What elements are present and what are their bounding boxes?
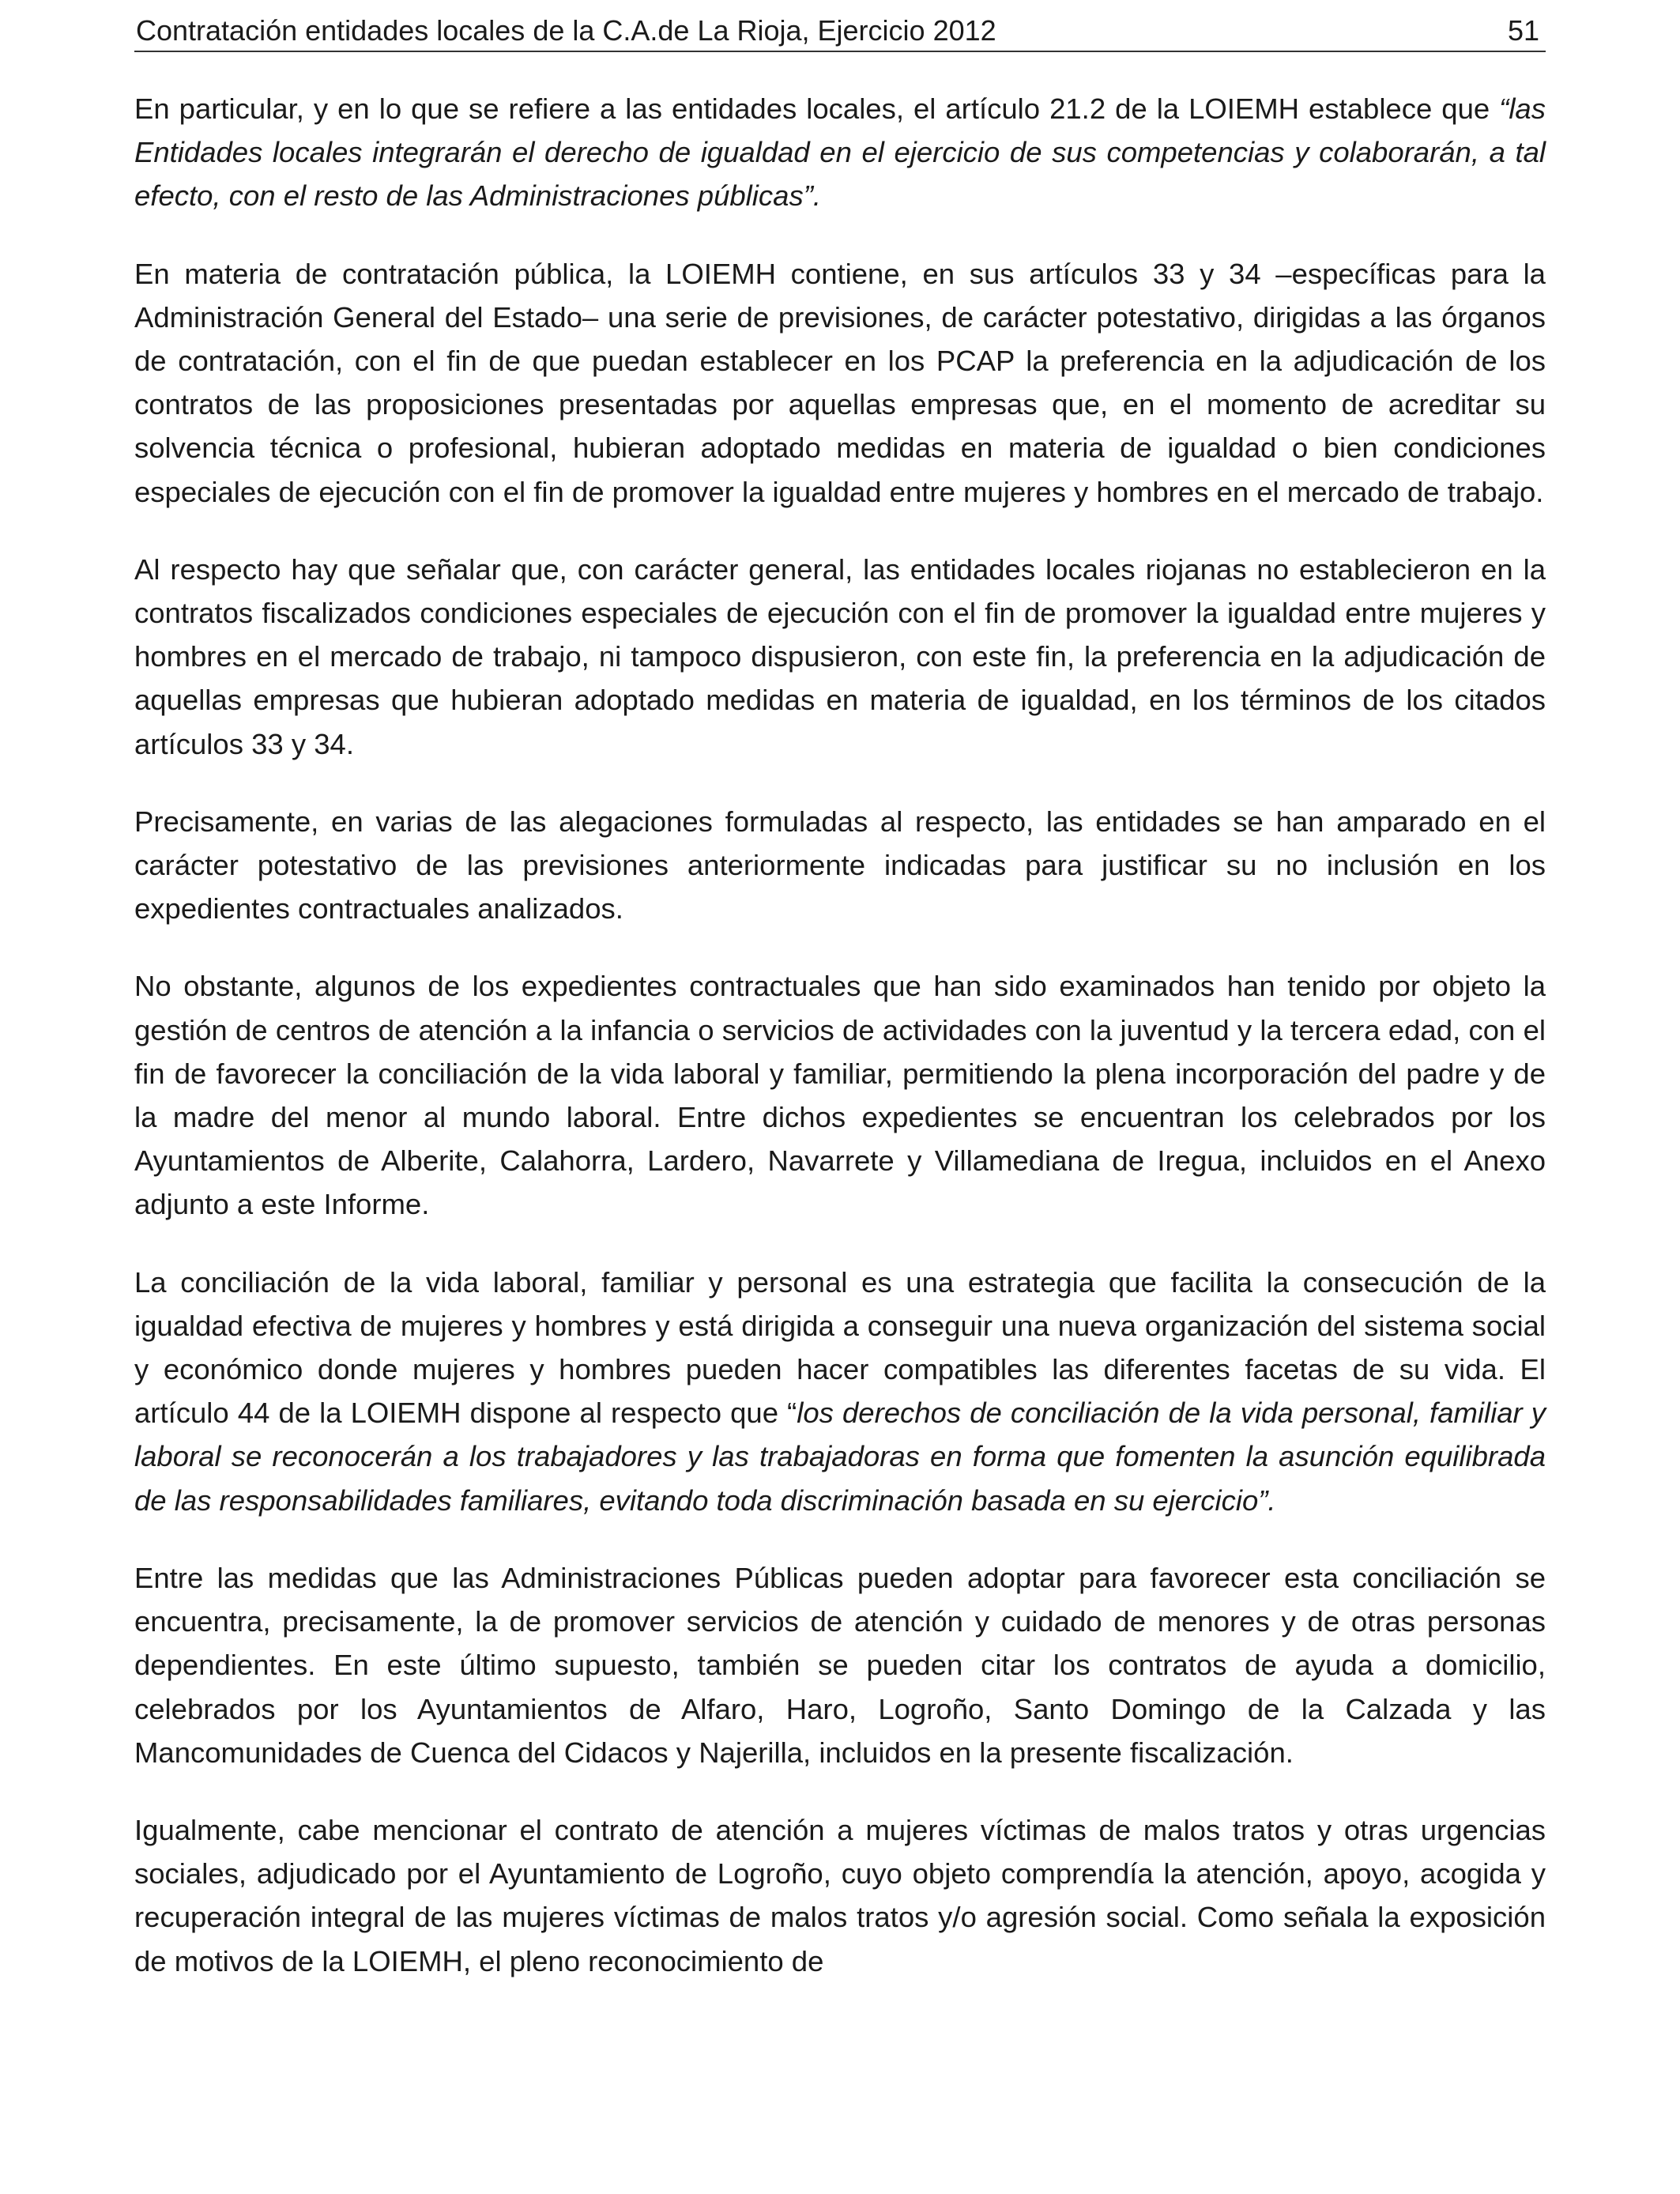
paragraph-6-text: La conciliación de la vida laboral, familiar y personal es una estrategia que facilita la consecución de la igualdad efectiva de mujeres y hombres y está dirigida a conseguir una nueva organización del sistema social y económico donde mujeres y hombres pueden hacer compatibles las diferentes facetas de su vida. El artículo 44 de la LOIEMH dispone al respecto que “ [134,1265,1546,1430]
paragraph-1-text: En particular, y en lo que se refiere a las entidades locales, el artículo 21.2 de la LOIEMH establece que [134,92,1500,125]
paragraph-8: Igualmente, cabe mencionar el contrato de atención a mujeres víctimas de malos tratos y otras urgencias sociales, adjudicado por el Ayuntamiento de Logroño, cuyo objeto comprendía la atención, apoyo, acogida y recuperación integral de las mujeres víctimas de malos tratos y/o agresión social. Como señala la exposición de motivos de la LOIEMH, el pleno reconocimiento de [134,1813,1546,1977]
paragraph-4: Precisamente, en varias de las alegaciones formuladas al respecto, las entidades se han amparado en el carácter potestativo de las previsiones anteriormente indicadas para justificar su no inclusión en los expedientes contractuales analizados. [134,805,1546,925]
paragraph-7: Entre las medidas que las Administraciones Públicas pueden adoptar para favorecer esta conciliación se encuentra, precisamente, la de promover servicios de atención y cuidado de menores y de otras personas dependientes. En este último supuesto, también se pueden citar los contratos de ayuda a domicilio, celebrados por los Ayuntamientos de Alfaro, Haro, Logroño, Santo Domingo de la Calzada y las Mancomunidades de Cuenca del Cidacos y Najerilla, incluidos en la presente fiscalización. [134,1561,1546,1769]
paragraph-2: En materia de contratación pública, la LOIEMH contiene, en sus artículos 33 y 34 –específicas para la Administración General del Estado– una serie de previsiones, de carácter potestativo, dirigidas a las órganos de contratación, con el fin de que puedan establecer en los PCAP la preferencia en la adjudicación de los contratos de las proposiciones presentadas por aquellas empresas que, en el momento de acreditar su solvencia técnica o profesional, hubieran adoptado medidas en materia de igualdad o bien condiciones especiales de ejecución con el fin de promover la igualdad entre mujeres y hombres en el mercado de trabajo. [134,257,1546,508]
paragraph-5: No obstante, algunos de los expedientes contractuales que han sido examinados han tenido por objeto la gestión de centros de atención a la infancia o servicios de actividades con la juventud y la tercera edad, con el fin de favorecer la conciliación de la vida laboral y familiar, permitiendo la plena incorporación del padre y de la madre del menor al mundo laboral. Entre dichos expedientes se encuentran los celebrados por los Ayuntamientos de Alberite, Calahorra, Lardero, Navarrete y Villamediana de Iregua, incluidos en el Anexo adjunto a este Informe. [134,970,1546,1221]
document-page [134,0,1546,2194]
page-number: 51 [1507,14,1539,47]
document-body [134,87,1546,2017]
paragraph-1-quote: “las Entidades locales integrarán el derecho de igualdad en el ejercicio de sus competencias y colaborarán, a tal efecto, con el resto de las Administraciones públicas”. [134,92,1546,213]
paragraph-6-quote: los derechos de conciliación de la vida personal, familiar y laboral se reconocerán a los trabajadores y las trabajadoras en forma que fomenten la asunción equilibrada de las responsabilidades familiares, evitando toda discriminación basada en su ejercicio”. [134,1397,1546,1517]
paragraph-3: Al respecto hay que señalar que, con carácter general, las entidades locales riojanas no establecieron en la contratos fiscalizados condiciones especiales de ejecución con el fin de promover la igualdad entre mujeres y hombres en el mercado de trabajo, ni tampoco dispusieron, con este fin, la preferencia en la adjudicación de aquellas empresas que hubieran adoptado medidas en materia de igualdad, en los términos de los citados artículos 33 y 34. [134,552,1546,760]
page-header [134,11,1546,52]
paragraph-6 [134,1261,1546,1522]
paragraph-1 [134,87,1546,218]
header-title: Contratación entidades locales de la C.A.de La Rioja, Ejercicio 2012 [136,14,996,47]
